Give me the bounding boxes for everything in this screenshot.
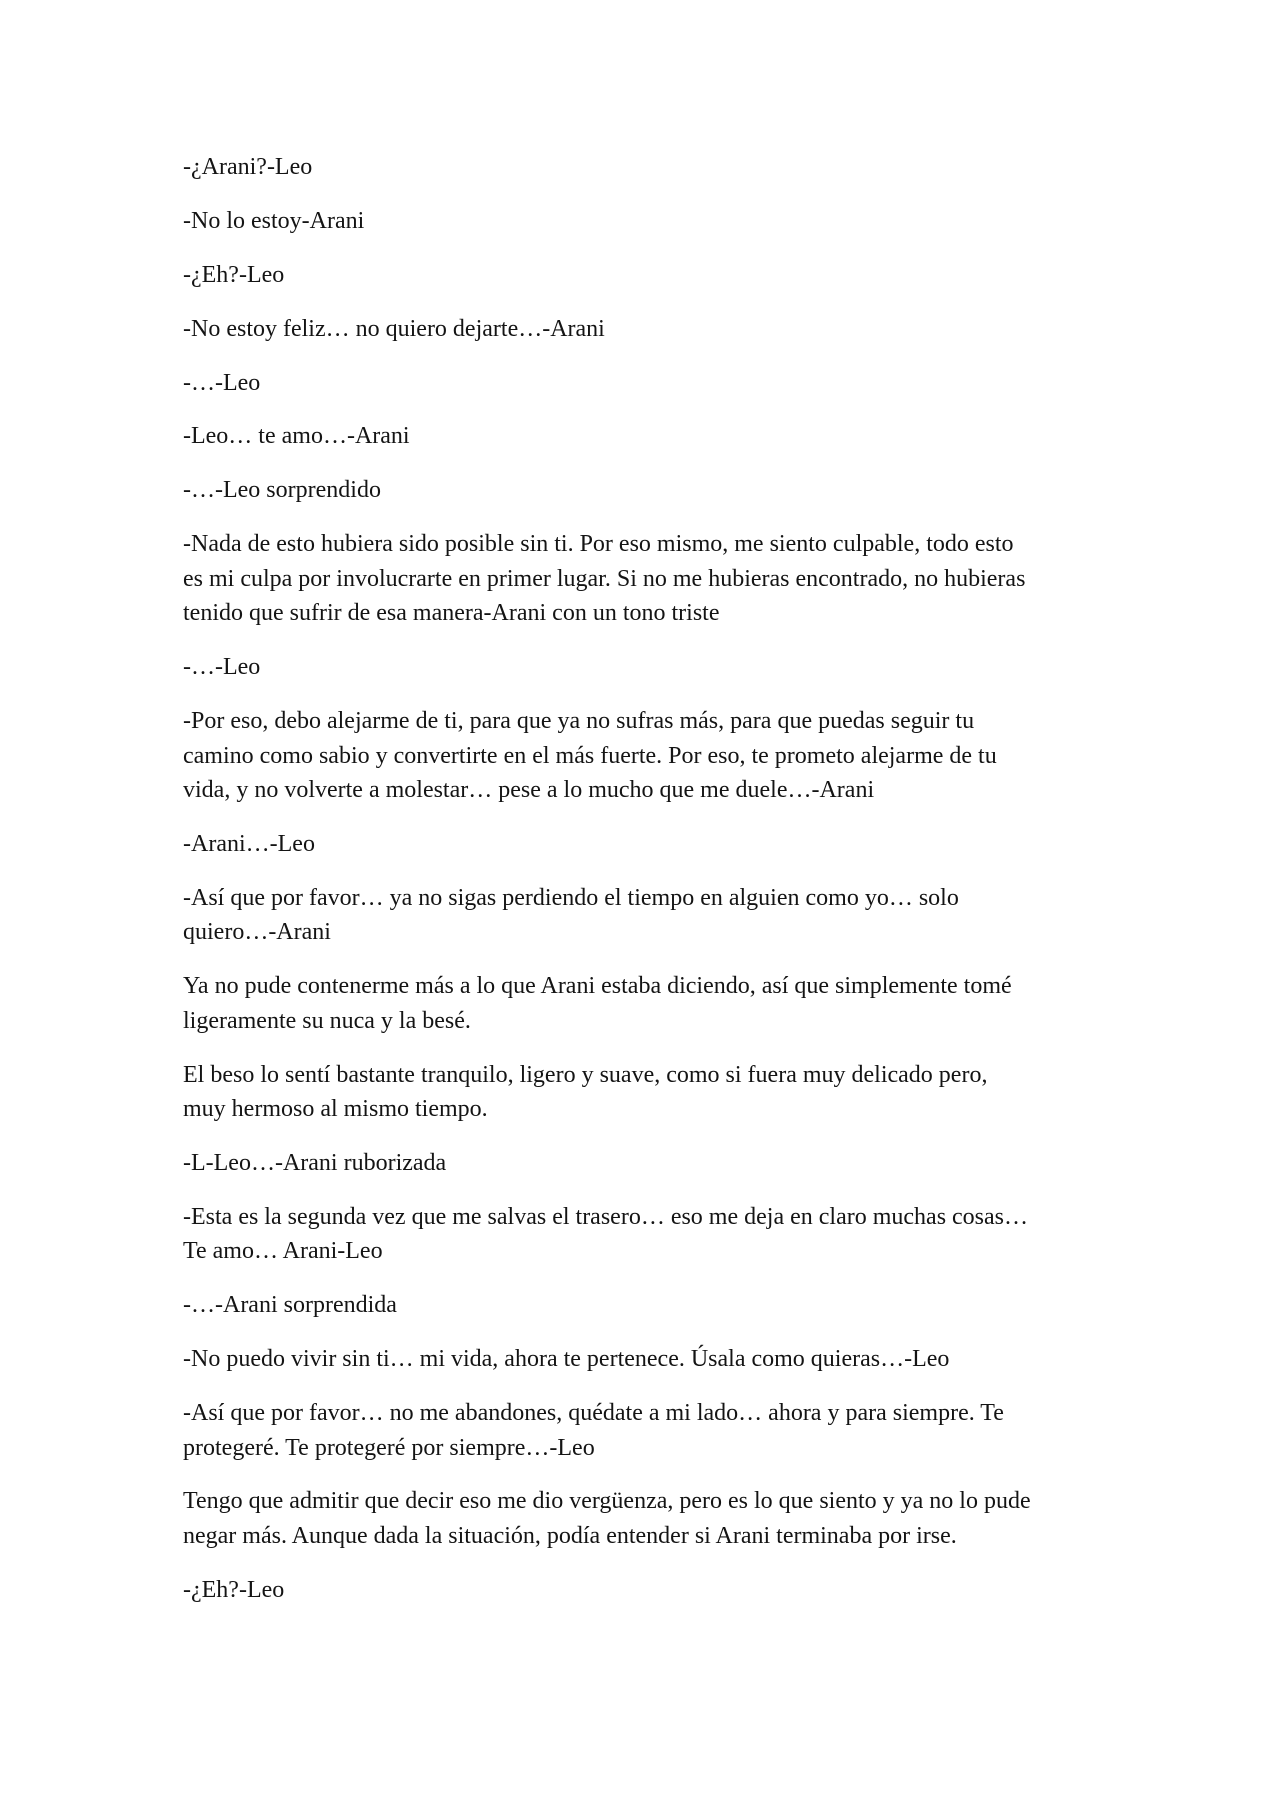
text-line: -¿Eh?-Leo: [183, 261, 285, 288]
text-line: ligeramente su nuca y la besé.: [183, 1007, 471, 1034]
text-line: -L-Leo…-Arani ruborizada: [183, 1149, 447, 1176]
text-line: El beso lo sentí bastante tranquilo, ligero y suave, como si fuera muy delicado pero,: [183, 1061, 988, 1088]
text-line: Tengo que admitir que decir eso me dio vergüenza, pero es lo que siento y ya no lo pude: [183, 1488, 1031, 1515]
text-line: Ya no pude contenerme más a lo que Arani estaba diciendo, así que simplemente tomé: [183, 973, 1012, 1000]
dialogue-paragraph: [183, 1288, 1113, 1323]
dialogue-paragraph: [183, 204, 1113, 239]
text-line: -…-Arani sorprendida: [183, 1292, 397, 1319]
dialogue-paragraph: [183, 1573, 1113, 1608]
dialogue-paragraph: [183, 1396, 1113, 1465]
narration-paragraph: [183, 1484, 1113, 1553]
text-line: -¿Arani?-Leo: [183, 154, 313, 180]
narration-paragraph: [183, 969, 1113, 1038]
dialogue-paragraph: [183, 473, 1113, 508]
text-line: Te amo… Arani-Leo: [183, 1238, 383, 1265]
text-line: -…-Leo: [183, 369, 261, 396]
text-line: -Esta es la segunda vez que me salvas el trasero… eso me deja en claro muchas cosas…: [183, 1203, 1029, 1230]
narration-paragraph: [183, 1058, 1113, 1127]
text-line: -No estoy feliz… no quiero dejarte…-Arani: [183, 315, 605, 342]
text-line: protegeré. Te protegeré por siempre…-Leo: [183, 1434, 595, 1461]
text-line: -¿Eh?-Leo: [183, 1576, 285, 1603]
text-line: muy hermoso al mismo tiempo.: [183, 1096, 488, 1123]
text-line: -No lo estoy-Arani: [183, 207, 365, 234]
dialogue-paragraph: [183, 1146, 1113, 1181]
dialogue-paragraph: [183, 1200, 1113, 1269]
text-line: tenido que sufrir de esa manera-Arani con un tono triste: [183, 600, 720, 627]
text-line: -…-Leo: [183, 654, 261, 681]
text-line: -Por eso, debo alejarme de ti, para que ya no sufras más, para que puedas seguir tu: [183, 708, 975, 735]
text-line: -Nada de esto hubiera sido posible sin ti. Por eso mismo, me siento culpable, todo esto: [183, 531, 1014, 558]
text-line: es mi culpa por involucrarte en primer lugar. Si no me hubieras encontrado, no hubieras: [183, 565, 1026, 592]
dialogue-paragraph: [183, 527, 1113, 631]
dialogue-paragraph: [183, 1342, 1113, 1377]
dialogue-paragraph: [183, 827, 1113, 862]
dialogue-paragraph: [183, 258, 1113, 293]
dialogue-paragraph: [183, 150, 1113, 185]
text-line: -Así que por favor… no me abandones, quédate a mi lado… ahora y para siempre. Te: [183, 1400, 1004, 1427]
dialogue-paragraph: [183, 881, 1113, 950]
dialogue-paragraph: [183, 366, 1113, 401]
dialogue-paragraph: [183, 704, 1113, 808]
text-line: -Arani…-Leo: [183, 830, 315, 857]
dialogue-paragraph: [183, 312, 1113, 347]
text-line: vida, y no volverte a molestar… pese a lo mucho que me duele…-Arani: [183, 777, 875, 804]
dialogue-paragraph: [183, 650, 1113, 685]
text-line: -…-Leo sorprendido: [183, 477, 381, 504]
dialogue-paragraph: [183, 419, 1113, 454]
text-line: camino como sabio y convertirte en el más fuerte. Por eso, te prometo alejarme de tu: [183, 742, 997, 769]
text-line: quiero…-Arani: [183, 919, 331, 946]
text-line: -Así que por favor… ya no sigas perdiendo el tiempo en alguien como yo… solo: [183, 884, 959, 911]
text-line: -Leo… te amo…-Arani: [183, 423, 410, 450]
text-line: -No puedo vivir sin ti… mi vida, ahora te pertenece. Úsala como quieras…-Leo: [183, 1346, 950, 1373]
document-body: [183, 150, 1113, 1627]
text-line: negar más. Aunque dada la situación, podía entender si Arani terminaba por irse.: [183, 1522, 957, 1549]
